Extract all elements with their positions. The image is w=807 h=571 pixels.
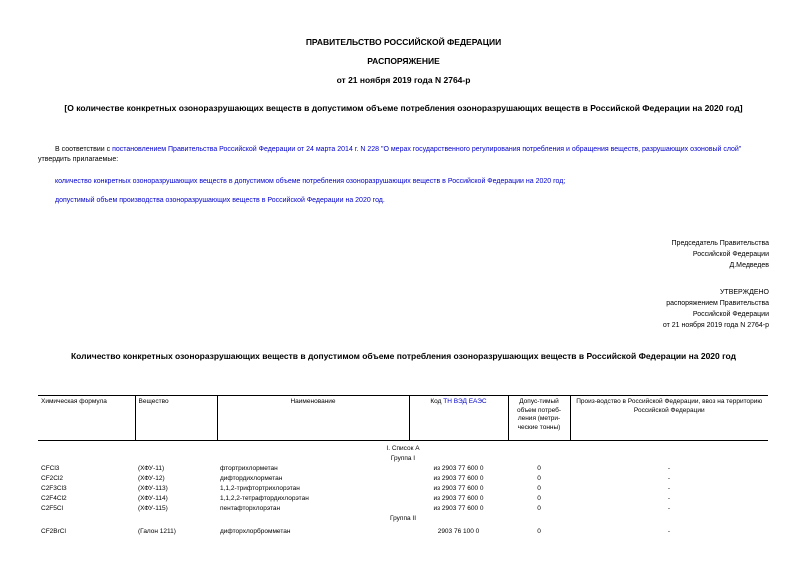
cell-code: из 2903 77 600 0: [433, 505, 484, 512]
approval-stamp: [663, 287, 769, 331]
resolution-link[interactable]: постановлением Правительства Российской Федерации от 24 марта 2014 г. N 228 "О мерах государственного регулирования потребления и обращения веществ, разрушающих озоновый слой": [112, 146, 742, 153]
cell-code: из 2903 77 600 0: [433, 495, 484, 502]
cell-substance: (ХФУ-11): [138, 465, 165, 472]
preamble-suffix: утвердить прилагаемые:: [38, 156, 119, 163]
document-date-number: от 21 ноября 2019 года N 2764-р: [336, 75, 471, 85]
cell-production: -: [667, 465, 671, 472]
preamble-paragraph: [38, 145, 773, 165]
table-row: [38, 504, 768, 514]
cell-code: из 2903 77 600 0: [433, 475, 484, 482]
document-title: [О количестве конкретных озоноразрушающих веществ в допустимом объеме потребления озоноразрушающих веществ в Российской Федерации на 2020 год]: [64, 103, 743, 113]
cell-name: пентафторхлорэтан: [220, 505, 281, 512]
cell-production: -: [667, 528, 671, 535]
header-name: Наименование: [217, 396, 409, 441]
cell-formula: CFCl3: [41, 465, 60, 472]
cell-formula: CF2BrCl: [41, 528, 66, 535]
cell-volume: 0: [537, 495, 541, 502]
cell-code: 2903 76 100 0: [437, 528, 480, 535]
cell-substance: (Галон 1211): [138, 528, 176, 535]
table-row: [38, 494, 768, 504]
header-formula: Химическая формула: [38, 396, 135, 441]
cell-volume: 0: [537, 505, 541, 512]
table-row: [38, 527, 768, 537]
cell-production: -: [667, 495, 671, 502]
cell-substance: (ХФУ-113): [138, 485, 168, 492]
table-row: [38, 484, 768, 494]
cell-volume: 0: [537, 475, 541, 482]
group-2-label: Группа II: [389, 515, 417, 522]
cell-production: -: [667, 475, 671, 482]
cell-formula: C2F5Cl: [41, 505, 64, 512]
header-substance: Вещество: [135, 396, 217, 441]
approved-item-2[interactable]: допустимый объем производства озоноразрушающих веществ в Российской Федерации на 2020 год.: [55, 197, 385, 204]
approval-by: распоряжением Правительства: [666, 300, 769, 307]
cell-formula: C2F4Cl2: [41, 495, 67, 502]
header-code: Код ТН ВЭД ЕАЭС: [409, 396, 508, 441]
cell-volume: 0: [537, 528, 541, 535]
cell-production: -: [667, 505, 671, 512]
cell-volume: 0: [537, 465, 541, 472]
table-title: Количество конкретных озоноразрушающих веществ в допустимом объеме потребления озоноразрушающих веществ в Российской Федерации на 2020 год: [70, 351, 737, 361]
government-heading: ПРАВИТЕЛЬСТВО РОССИЙСКОЙ ФЕДЕРАЦИИ: [305, 37, 502, 47]
header-production: Произ-водство в Российской Федерации, ввоз на территорию Российской Федерации: [570, 396, 768, 441]
tnved-link[interactable]: ТН ВЭД ЕАЭС: [443, 398, 487, 405]
signature-block: [672, 238, 769, 271]
group-1-label: Группа I: [390, 455, 416, 462]
cell-name: дифторхлорбромметан: [220, 528, 291, 535]
cell-code: из 2903 77 600 0: [433, 465, 484, 472]
cell-substance: (ХФУ-12): [138, 475, 165, 482]
document-type: РАСПОРЯЖЕНИЕ: [367, 56, 440, 66]
list-a-row: [38, 444, 768, 454]
preamble-prefix: В соответствии с: [55, 146, 113, 153]
cell-formula: C2F3Cl3: [41, 485, 67, 492]
header-volume: Допус-тимый объем потреб-ления (метри-ческие тонны): [508, 396, 570, 441]
substances-table: [38, 395, 768, 537]
approved-item-1[interactable]: количество конкретных озоноразрушающих веществ в допустимом объеме потребления озоноразрушающих веществ в Российской Федерации на 2020 год;: [55, 178, 566, 185]
cell-substance: (ХФУ-114): [138, 495, 168, 502]
signature-position: Председатель Правительства: [671, 240, 769, 247]
cell-formula: CF2Cl2: [41, 475, 64, 482]
cell-name: 1,1,2,2-тетрафтордихлорэтан: [220, 495, 309, 502]
approval-date: от 21 ноября 2019 года N 2764-р: [662, 322, 769, 329]
group-1-row: [38, 454, 768, 464]
table-row: [38, 474, 768, 484]
approval-heading: УТВЕРЖДЕНО: [719, 289, 769, 296]
cell-name: дифтордихлорметан: [220, 475, 283, 482]
cell-name: фтортрихлорметан: [220, 465, 278, 472]
approval-country: Российской Федерации: [692, 311, 769, 318]
cell-code: из 2903 77 600 0: [433, 485, 484, 492]
list-a-label: I. Список А: [386, 445, 420, 452]
cell-production: -: [667, 485, 671, 492]
cell-name: 1,1,2-трифтортрихлорэтан: [220, 485, 300, 492]
cell-volume: 0: [537, 485, 541, 492]
table-header-row: [38, 396, 768, 441]
group-2-row: [38, 514, 768, 524]
signature-country: Российской Федерации: [692, 251, 769, 258]
signature-name: Д.Медведев: [729, 262, 769, 269]
table-row: [38, 464, 768, 474]
cell-substance: (ХФУ-115): [138, 505, 168, 512]
